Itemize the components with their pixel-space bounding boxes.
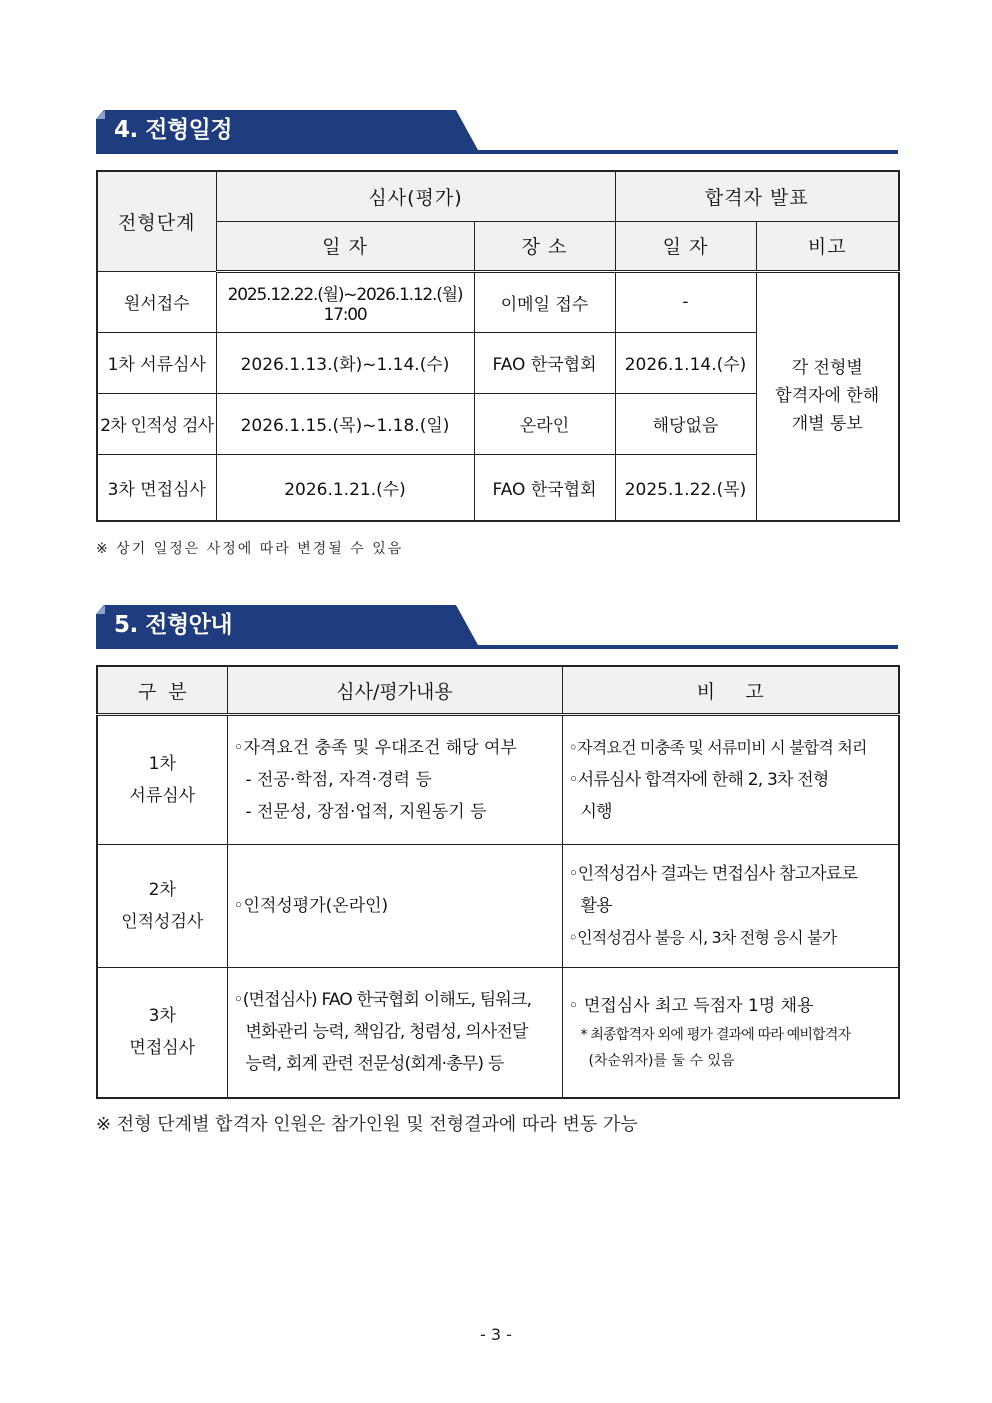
remark-cell xyxy=(562,715,899,845)
remark-line: ◦인적성검사 결과는 면접심사 참고자료로 xyxy=(568,864,858,884)
row-announce: 2026.1.14.(수) xyxy=(615,332,756,393)
row-date: 2026.1.21.(수) xyxy=(216,454,474,521)
section-5-rule xyxy=(96,645,898,649)
row-announce: - xyxy=(615,271,756,332)
table-row xyxy=(97,968,899,1098)
row-announce: 해당없음 xyxy=(615,393,756,454)
row-date: 2026.1.13.(화)~1.14.(수) xyxy=(216,332,474,393)
row-place: FAO 한국협회 xyxy=(474,454,615,521)
header-stage: 전형단계 xyxy=(97,171,216,271)
tab-fold-decoration xyxy=(96,110,105,119)
remark-line: (차순위자)를 둘 수 있음 xyxy=(588,1053,735,1070)
row-stage: 1차 서류심사 xyxy=(97,332,216,393)
section-5-title: 5. 전형안내 xyxy=(114,612,233,638)
section-4-rule xyxy=(96,150,898,154)
row-stage: 3차 면접심사 xyxy=(97,454,216,521)
header-announce: 합격자 발표 xyxy=(615,171,899,221)
section-4-header xyxy=(96,110,898,154)
row-stage: 원서접수 xyxy=(97,271,216,332)
remark-line: 시행 xyxy=(580,802,612,822)
remark-cell xyxy=(756,271,899,521)
remark-line: 활용 xyxy=(580,896,612,916)
schedule-note: ※ 상기 일정은 사정에 따라 변경될 수 있음 xyxy=(96,541,404,557)
content-cell xyxy=(227,968,562,1098)
category-line: 1차 xyxy=(148,754,176,774)
header-place: 장 소 xyxy=(474,221,615,271)
category-cell xyxy=(97,968,227,1098)
remark-line: * 최종합격자 외에 평가 결과에 따라 예비합격자 xyxy=(580,1027,851,1044)
remark-line: ◦인적성검사 불응 시, 3차 전형 응시 불가 xyxy=(568,928,837,947)
row-place: 이메일 접수 xyxy=(474,271,615,332)
page-number: - 3 - xyxy=(480,1325,512,1344)
remark-line: ◦자격요건 미충족 및 서류미비 시 불합격 처리 xyxy=(568,738,867,757)
remark-cell xyxy=(562,845,899,968)
remark-line: 합격자에 한해 xyxy=(775,386,880,407)
row-stage: 2차 인적성 검사 xyxy=(97,393,216,454)
category-line: 면접심사 xyxy=(129,1038,196,1059)
content-line: 능력, 회계 관련 전문성(회계·총무) 등 xyxy=(245,1054,504,1075)
category-cell xyxy=(97,845,227,968)
guide-note: ※ 전형 단계별 합격자 인원은 참가인원 및 전형결과에 따라 변동 가능 xyxy=(96,1114,638,1135)
content-line: - 전공·학점, 자격·경력 등 xyxy=(245,770,432,790)
header-review: 심사(평가) xyxy=(216,171,615,221)
content-line: ◦자격요건 충족 및 우대조건 해당 여부 xyxy=(233,738,517,758)
row-place: 온라인 xyxy=(474,393,615,454)
header-content: 심사/평가내용 xyxy=(227,666,562,715)
header-remark: 비고 xyxy=(756,221,899,271)
content-cell xyxy=(227,715,562,845)
remark-line: ◦서류심사 합격자에 한해 2, 3차 전형 xyxy=(568,770,829,790)
section-5-header xyxy=(96,605,898,649)
content-line: 변화관리 능력, 책임감, 청렴성, 의사전달 xyxy=(245,1022,528,1043)
schedule-table xyxy=(96,170,900,522)
remark-line: 개별 통보 xyxy=(791,414,863,435)
table-row xyxy=(97,271,899,332)
content-line: ◦인적성평가(온라인) xyxy=(233,896,389,916)
row-announce: 2025.1.22.(목) xyxy=(615,454,756,521)
content-line: ◦(면접심사) FAO 한국협회 이해도, 팀워크, xyxy=(233,990,532,1011)
section-4-title: 4. 전형일정 xyxy=(114,117,233,143)
category-cell xyxy=(97,715,227,845)
header-date: 일 자 xyxy=(216,221,474,271)
content-cell xyxy=(227,845,562,968)
guide-table xyxy=(96,665,900,1099)
header-announce-date: 일 자 xyxy=(615,221,756,271)
remark-cell xyxy=(562,968,899,1098)
row-date: 2025.12.22.(월)~2026.1.12.(월) 17:00 xyxy=(216,271,474,332)
category-line: 3차 xyxy=(148,1006,176,1027)
header-remark: 비 고 xyxy=(562,666,899,715)
category-line: 인적성검사 xyxy=(121,912,204,932)
category-line: 서류심사 xyxy=(129,786,196,806)
content-line: - 전문성, 장점·업적, 지원동기 등 xyxy=(245,802,487,822)
row-date: 2026.1.15.(목)~1.18.(일) xyxy=(216,393,474,454)
remark-line: 각 전형별 xyxy=(791,358,863,379)
row-place: FAO 한국협회 xyxy=(474,332,615,393)
remark-line: ◦ 면접심사 최고 득점자 1명 채용 xyxy=(568,996,814,1017)
table-row xyxy=(97,845,899,968)
header-category: 구 분 xyxy=(97,666,227,715)
category-line: 2차 xyxy=(148,880,176,900)
table-row xyxy=(97,715,899,845)
